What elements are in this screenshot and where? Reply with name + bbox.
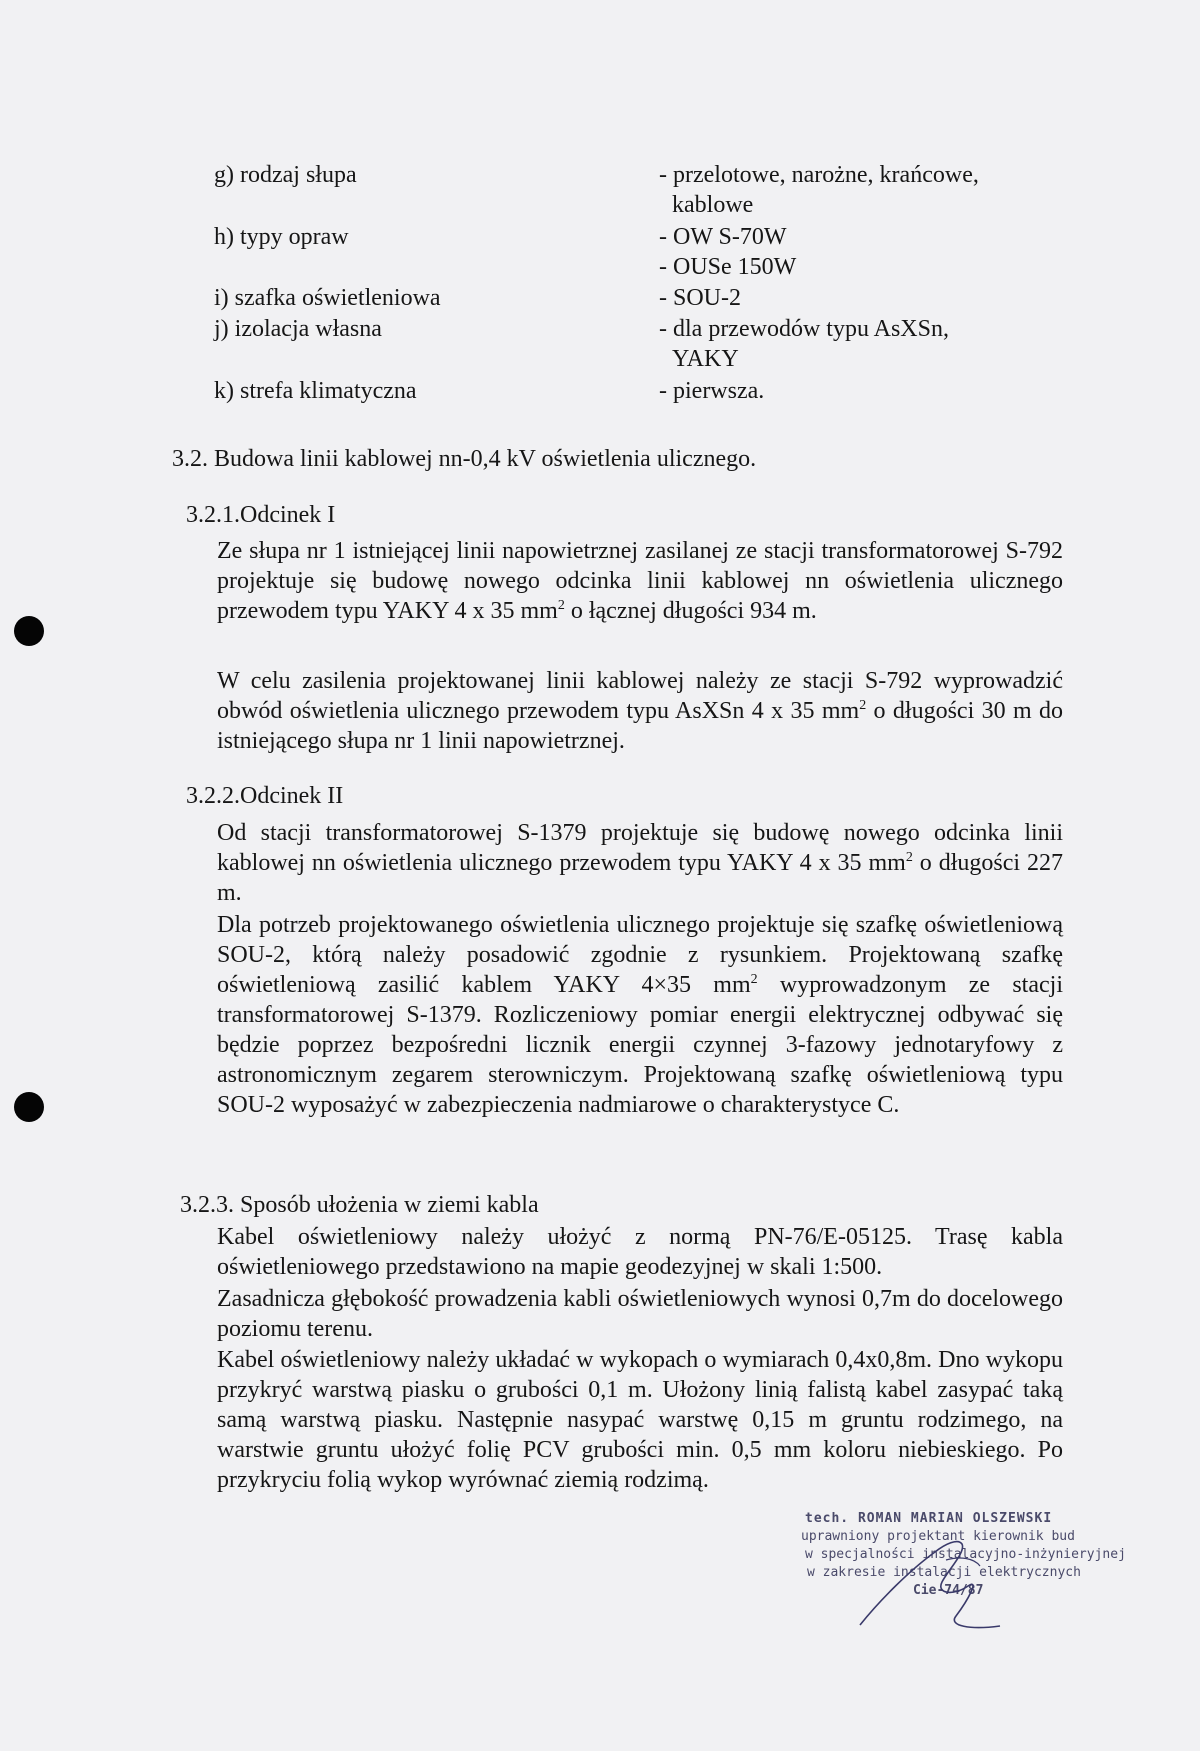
- spec-value: - SOU-2: [659, 285, 741, 311]
- section-heading-3-2: 3.2. Budowa linii kablowej nn-0,4 kV oświetlenia ulicznego.: [172, 446, 757, 472]
- stamp-line: tech. ROMAN MARIAN OLSZEWSKI: [805, 1511, 1053, 1526]
- spec-label: j) izolacja własna: [214, 316, 382, 342]
- stamp-line: uprawniony projektant kierownik bud: [801, 1529, 1075, 1544]
- spec-value: - pierwsza.: [659, 378, 765, 404]
- spec-label: g) rodzaj słupa: [214, 162, 357, 188]
- punch-hole-bottom: [14, 1092, 44, 1122]
- paragraph: Kabel oświetleniowy należy ułożyć z normą PN-76/E-05125. Trasę kabla oświetleniowego przedstawiono na mapie geodezyjnej w skali 1:500.: [217, 1224, 1063, 1280]
- spec-label: k) strefa klimatyczna: [214, 378, 417, 404]
- subsection-heading-3-2-3: 3.2.3. Sposób ułożenia w ziemi kabla: [180, 1192, 539, 1218]
- subsection-heading-3-2-2: 3.2.2.Odcinek II: [186, 783, 344, 809]
- stamp-line: Cie-74/87: [913, 1583, 984, 1598]
- spec-value: - OW S-70W: [659, 224, 787, 250]
- paragraph: Kabel oświetleniowy należy układać w wykopach o wymiarach 0,4x0,8m. Dno wykopu przykryć warstwą piasku o grubości 0,1 m. Ułożony linią falistą kabel zasypać taką samą warstwą piasku. Następnie nasypać warstwę 0,15 m gruntu rodzimego, na warstwie gruntu ułożyć folię PCV grubości min. 0,5 mm koloru niebieskiego. Po przykryciu folią wykop wyrównać ziemią rodzimą.: [217, 1347, 1063, 1493]
- spec-value: - OUSe 150W: [659, 254, 797, 280]
- punch-hole-top: [14, 616, 44, 646]
- handwritten-signature: [850, 1530, 1010, 1640]
- paragraph: Zasadnicza głębokość prowadzenia kabli oświetleniowych wynosi 0,7m do docelowego poziomu terenu.: [217, 1286, 1063, 1342]
- subsection-heading-3-2-1: 3.2.1.Odcinek I: [186, 502, 336, 528]
- spec-label: h) typy opraw: [214, 224, 349, 250]
- spec-value: - dla przewodów typu AsXSn, YAKY: [659, 316, 949, 372]
- stamp-line: w zakresie instalacji elektrycznych: [807, 1565, 1081, 1580]
- paragraph: Dla potrzeb projektowanego oświetlenia ulicznego projektuje się szafkę oświetleniową SOU-2, którą należy posadowić zgodnie z rysunkiem. Projektowaną szafkę oświetleniową zasilić kablem YAKY 4×35 $mm^2$ wyprowadzonym ze stacji transformatorowej S-1379. Rozliczeniowy pomiar energii elektrycznej odbywać się będzie poprzez bezpośredni licznik energii czynnej 3-fazowy jednotaryfowy z astronomicznym zegarem sterowniczym. Projektowaną szafkę oświetleniową typu SOU-2 wyposażyć w zabezpieczenia nadmiarowe o charakterystyce C.: [217, 912, 1063, 1118]
- spec-label: i) szafka oświetleniowa: [214, 285, 441, 311]
- paragraph: Ze słupa nr 1 istniejącej linii napowietrznej zasilanej ze stacji transformatorowej S-792 projektuje się budowę nowego odcinka linii kablowej nn oświetlenia ulicznego przewodem typu YAKY 4 x 35 $mm^2$ o łącznej długości 934 m.: [217, 538, 1063, 624]
- paragraph: W celu zasilenia projektowanej linii kablowej należy ze stacji S-792 wyprowadzić obwód oświetlenia ulicznego przewodem typu AsXSn 4 x 35 $mm^2$ o długości 30 m do istniejącego słupa nr 1 linii napowietrznej.: [217, 668, 1064, 754]
- paragraph: Od stacji transformatorowej S-1379 projektuje się budowę nowego odcinka linii kablowej nn oświetlenia ulicznego przewodem typu YAKY 4 x 35 $mm^2$ o długości 227 m.: [217, 820, 1064, 906]
- spec-value: - przelotowe, narożne, krańcowe, kablowe: [659, 162, 979, 218]
- stamp-line: w specjalności instalacyjno-inżynieryjnej: [805, 1547, 1126, 1562]
